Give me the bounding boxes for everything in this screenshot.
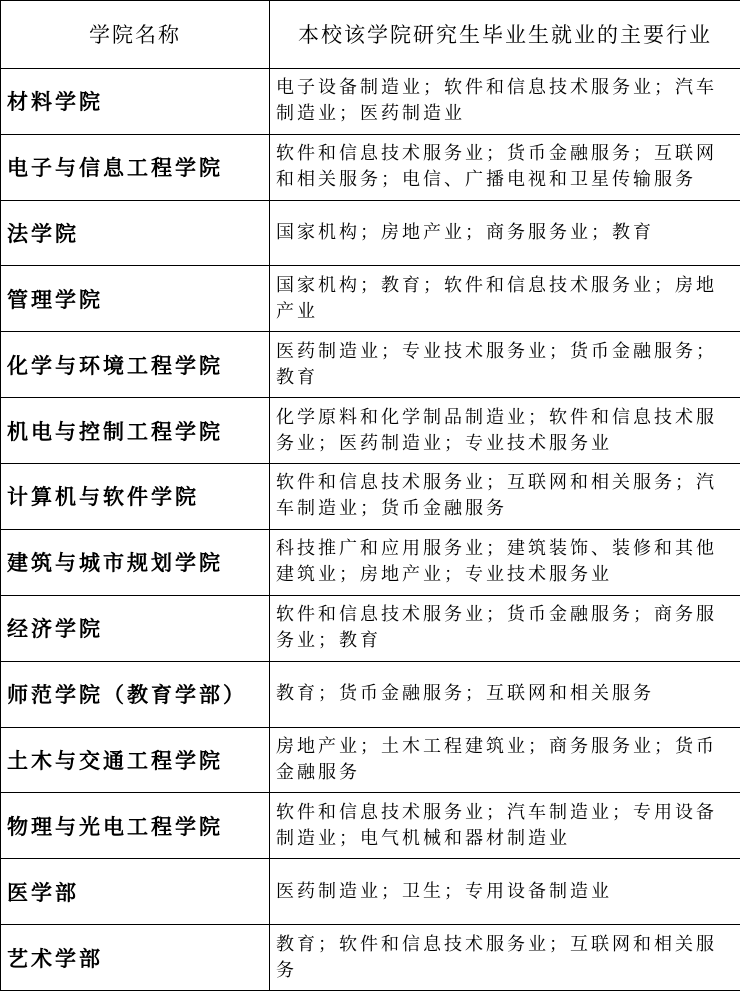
college-name-cell: 医学部: [1, 859, 270, 925]
industries-text: 教育；货币金融服务；互联网和相关服务: [276, 683, 654, 705]
industries-text: 医药制造业；卫生；专用设备制造业: [276, 880, 612, 902]
industries-text: 电子设备制造业；软件和信息技术服务业；汽车制造业；医药制造业: [276, 77, 717, 125]
table-row: [1, 793, 740, 859]
college-name-cell: 电子与信息工程学院: [1, 134, 270, 200]
industries-cell: [270, 925, 740, 991]
table-header-row: [1, 1, 740, 69]
college-name-cell: 材料学院: [1, 68, 270, 134]
table-row: [1, 859, 740, 925]
college-name-cell: 管理学院: [1, 266, 270, 332]
industries-text: 医药制造业；专业技术服务业；货币金融服务；教育: [276, 340, 717, 388]
college-name-cell: 艺术学部: [1, 925, 270, 991]
industries-cell: [270, 661, 740, 727]
industries-text: 国家机构；房地产业；商务服务业；教育: [276, 222, 654, 244]
college-name-cell: 建筑与城市规划学院: [1, 529, 270, 595]
college-name-cell: 经济学院: [1, 595, 270, 661]
table-row: [1, 661, 740, 727]
college-name-cell: 师范学院（教育学部）: [1, 661, 270, 727]
industries-cell: [270, 529, 740, 595]
industries-cell: [270, 727, 740, 793]
industries-cell: [270, 595, 740, 661]
industries-text: 国家机构；教育；软件和信息技术服务业；房地产业: [276, 274, 717, 322]
college-name-cell: 机电与控制工程学院: [1, 398, 270, 464]
industries-text: 软件和信息技术服务业；汽车制造业；专用设备制造业；电气机械和器材制造业: [276, 801, 717, 849]
table-row: [1, 925, 740, 991]
table-row: [1, 68, 740, 134]
table-row: [1, 727, 740, 793]
industries-cell: [270, 464, 740, 530]
industries-cell: [270, 398, 740, 464]
header-college-name: 学院名称: [1, 1, 270, 69]
table-row: [1, 529, 740, 595]
college-name-cell: 土木与交通工程学院: [1, 727, 270, 793]
table-row: [1, 266, 740, 332]
table-row: [1, 464, 740, 530]
industries-cell: [270, 859, 740, 925]
industries-cell: [270, 266, 740, 332]
college-name-cell: 物理与光电工程学院: [1, 793, 270, 859]
table-row: [1, 332, 740, 398]
table-row: [1, 595, 740, 661]
college-name-cell: 化学与环境工程学院: [1, 332, 270, 398]
industries-text: 化学原料和化学制品制造业；软件和信息技术服务业；医药制造业；专业技术服务业: [276, 406, 717, 454]
industries-cell: [270, 200, 740, 266]
industries-text: 软件和信息技术服务业；货币金融服务；互联网和相关服务；电信、广播电视和卫星传输服务: [276, 143, 717, 191]
industries-text: 软件和信息技术服务业；互联网和相关服务；汽车制造业；货币金融服务: [276, 472, 717, 520]
industries-text: 软件和信息技术服务业；货币金融服务；商务服务业；教育: [276, 604, 717, 652]
college-name-cell: 法学院: [1, 200, 270, 266]
industries-cell: [270, 134, 740, 200]
industries-text: 房地产业；土木工程建筑业；商务服务业；货币金融服务: [276, 735, 717, 783]
industries-cell: [270, 332, 740, 398]
header-main-industries: 本校该学院研究生毕业生就业的主要行业: [270, 1, 740, 69]
table-row: [1, 398, 740, 464]
table-row: [1, 200, 740, 266]
industries-cell: [270, 68, 740, 134]
college-name-cell: 计算机与软件学院: [1, 464, 270, 530]
industries-cell: [270, 793, 740, 859]
table-row: [1, 134, 740, 200]
industries-text: 科技推广和应用服务业；建筑装饰、装修和其他建筑业；房地产业；专业技术服务业: [276, 538, 717, 586]
industries-text: 教育；软件和信息技术服务业；互联网和相关服务: [276, 933, 717, 981]
